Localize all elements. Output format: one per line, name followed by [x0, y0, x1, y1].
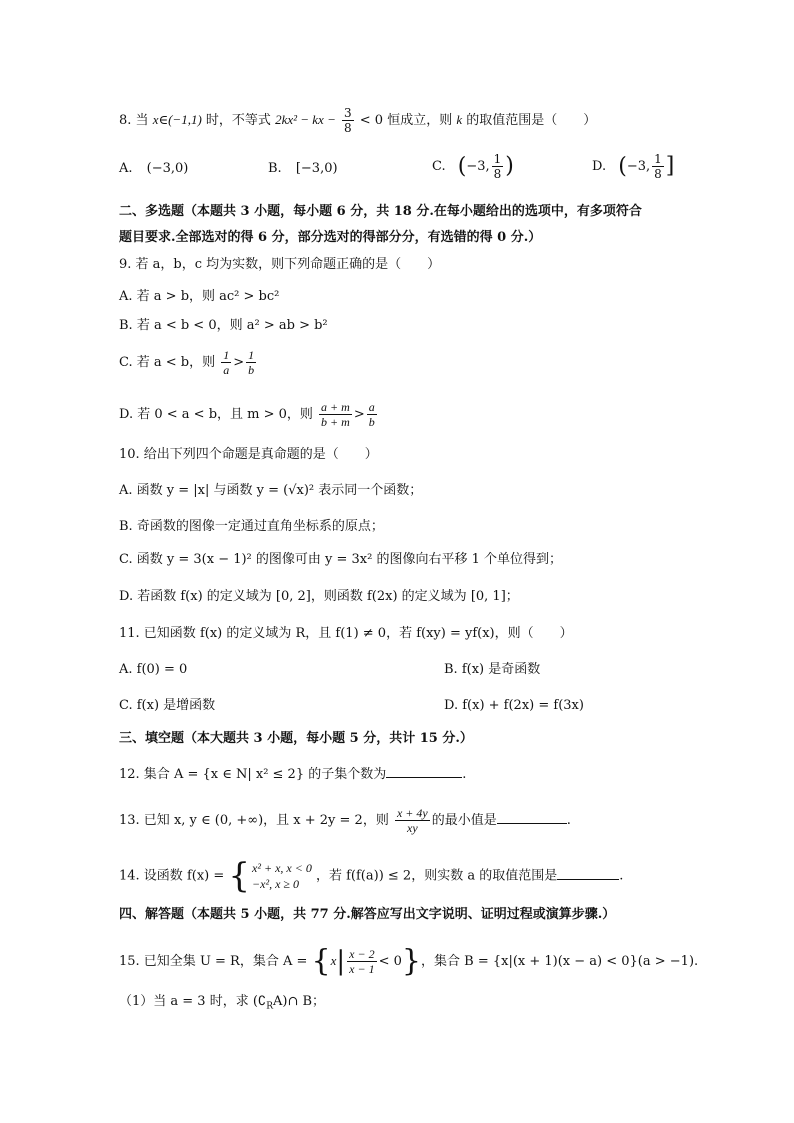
q14-text: 14. 设函数 f(x) =	[119, 868, 225, 884]
q13-line	[119, 806, 571, 835]
q14-end: .	[619, 868, 624, 884]
q8-option-d-label: D.	[592, 159, 607, 174]
q15-sub1-subscript: R	[266, 1001, 273, 1012]
q10-stem: 10. 给出下列四个命题是真命题的是（ ）	[119, 447, 378, 462]
q15-sub1-post: A)∩ B；	[272, 994, 326, 1009]
frac-den: b + m	[321, 415, 350, 429]
q8-condition: x∈(−1,1)	[152, 112, 202, 127]
q8-stem	[119, 106, 596, 135]
q8-var: k	[456, 112, 463, 127]
q8-option-c-frac	[492, 152, 504, 181]
q14-case-2: −x², x ≥ 0	[252, 877, 299, 891]
brace-close: }	[401, 943, 421, 979]
q11-option-d: D. f(x) + f(2x) = f(3x)	[444, 698, 584, 713]
q12-text: 12. 集合 A = {x ∈ N| x² ≤ 2} 的子集个数为	[119, 767, 387, 782]
q9-option-c	[119, 348, 258, 377]
q13-fraction	[395, 806, 430, 835]
frac-num: x + 4y	[396, 806, 428, 820]
section-2-heading-cont: 题目要求.全部选对的得 6 分，部分选对的得部分分，有选错的得 0 分.）	[119, 230, 542, 245]
q13-end: .	[566, 813, 571, 828]
frac-den: xy	[407, 821, 418, 835]
q8-option-b-label: B.	[268, 161, 282, 176]
q8-option-c-label: C.	[432, 159, 446, 174]
brace-open: {	[228, 856, 251, 896]
brace-open: {	[311, 943, 331, 979]
q8-fraction	[342, 106, 354, 135]
frac-den: 8	[493, 167, 502, 181]
q14-cases	[252, 860, 312, 892]
q11-stem: 11. 已知函数 f(x) 的定义域为 R，且 f(1) ≠ 0，若 f(xy) = yf(x)，则（ ）	[119, 626, 573, 641]
frac-den: 8	[654, 167, 662, 181]
q13-text-post: 的最小值是	[431, 813, 497, 828]
frac-num: a + m	[321, 400, 350, 414]
q14-text-post: ，若 f(f(a)) ≤ 2，则实数 a 的取值范围是	[315, 868, 558, 884]
q8-option-d	[592, 152, 674, 181]
q12-end: .	[462, 767, 467, 782]
frac-den: b	[248, 363, 255, 377]
q8-option-c-pre: −3,	[466, 159, 490, 174]
q11-option-b: B. f(x) 是奇函数	[444, 662, 541, 677]
q8-option-b-value: [−3,0)	[295, 161, 338, 176]
q8-option-a-label: A.	[119, 161, 133, 176]
q8-option-a	[119, 160, 188, 178]
frac-num: 1	[248, 348, 255, 362]
fraction	[246, 348, 256, 377]
q8-option-d-pre: −3,	[626, 159, 651, 174]
q8-text-c: 恒成立，则	[387, 113, 453, 128]
q10-option-d: D. 若函数 f(x) 的定义域为 [0, 2]，则函数 f(2x) 的定义域为 [0, 1]；	[119, 589, 519, 604]
paren-close: )	[505, 153, 514, 179]
section-2-heading: 二、多选题（本题共 3 小题，每小题 6 分，共 18 分.在每小题给出的选项中，有多项符合	[119, 204, 642, 219]
q8-frac-num: 3	[344, 106, 352, 120]
q8-option-b	[268, 160, 338, 178]
q8-inequality-tail: < 0	[359, 113, 384, 128]
fraction	[319, 400, 352, 429]
q15-sub-1	[119, 993, 325, 1016]
q8-text-b: 时，不等式	[205, 113, 271, 128]
q8-option-d-frac	[652, 152, 664, 181]
q14-case-1: x² + x, x < 0	[252, 861, 312, 875]
q9-option-d-text: D. 若 0 < a < b，且 m > 0，则	[119, 407, 313, 422]
section-4-heading: 四、解答题（本题共 5 小题，共 77 分.解答应写出文字说明、证明过程或演算步骤.）	[119, 907, 616, 922]
q12-line	[119, 763, 466, 784]
frac-num: 1	[654, 152, 662, 166]
q8-text: 当	[135, 113, 149, 128]
frac-den: x − 1	[349, 962, 375, 976]
q8-inequality: 2kx² − kx −	[275, 112, 336, 127]
frac-num: x − 2	[349, 947, 375, 961]
frac-num: a	[368, 400, 375, 414]
gt-sign: >	[353, 407, 365, 422]
frac-num: 1	[493, 152, 502, 166]
frac-num: 1	[223, 348, 230, 362]
q14-piecewise	[228, 856, 312, 896]
q8-text-d: 的取值范围是（ ）	[466, 113, 597, 128]
frac-den: a	[223, 363, 230, 377]
q14-answer-blank[interactable]	[557, 865, 619, 880]
q11-option-a: A. f(0) = 0	[119, 662, 188, 677]
q9-option-a: A. 若 a > b，则 ac² > bc²	[119, 289, 280, 304]
q9-option-c-text: C. 若 a < b，则	[119, 355, 216, 370]
bracket-close: ]	[665, 153, 675, 179]
q10-option-c: C. 函数 y = 3(x − 1)² 的图像可由 y = 3x² 的图像向右平移 1 个单位得到；	[119, 552, 563, 567]
q15-set-cond: < 0	[378, 954, 402, 969]
q8-option-c	[432, 152, 514, 181]
q8-number: 8.	[119, 113, 132, 128]
frac-den: b	[368, 415, 375, 429]
q12-answer-blank[interactable]	[386, 763, 462, 778]
paren-open: (	[618, 153, 627, 179]
q8-frac-den: 8	[344, 121, 352, 135]
q15-set-var: x	[330, 953, 337, 968]
set-bar: |	[336, 946, 346, 977]
q13-answer-blank[interactable]	[497, 809, 567, 824]
q8-option-a-value: (−3,0)	[146, 161, 189, 176]
q15-sub1-text: （1）当 a = 3 时，求 (∁	[119, 994, 267, 1009]
fraction	[221, 348, 231, 377]
q15-text-mid: ，集合 B = {x|(x + 1)(x − a) < 0}(a > −1).	[421, 954, 699, 969]
q9-option-b: B. 若 a < b < 0，则 a² > ab > b²	[119, 318, 328, 333]
q15-line	[119, 943, 699, 979]
fraction	[367, 400, 377, 429]
q9-option-d	[119, 400, 379, 429]
q13-text: 13. 已知 x, y ∈ (0, +∞)，且 x + 2y = 2，则	[119, 813, 389, 828]
q11-option-c: C. f(x) 是增函数	[119, 698, 216, 713]
q10-option-b: B. 奇函数的图像一定通过直角坐标系的原点；	[119, 519, 384, 534]
q14-line	[119, 856, 624, 896]
q9-stem: 9. 若 a，b，c 均为实数，则下列命题正确的是（ ）	[119, 257, 441, 272]
gt-sign: >	[233, 355, 245, 370]
paren-open: (	[457, 153, 467, 179]
q10-option-a: A. 函数 y = |x| 与函数 y = (√x)² 表示同一个函数；	[119, 483, 423, 498]
q15-text: 15. 已知全集 U = R，集合 A =	[119, 954, 308, 969]
q15-fraction	[347, 947, 376, 976]
section-3-heading: 三、填空题（本大题共 3 小题，每小题 5 分，共计 15 分.）	[119, 731, 473, 746]
